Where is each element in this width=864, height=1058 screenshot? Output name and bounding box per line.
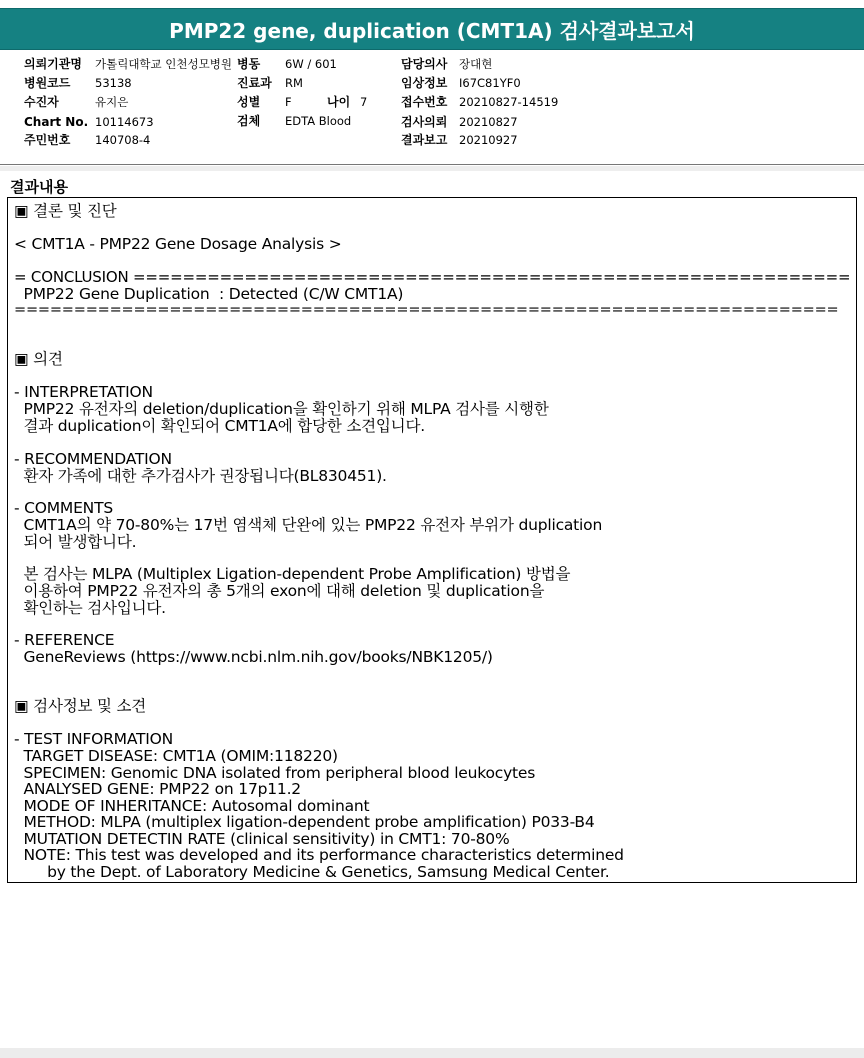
label-accession-number: 접수번호 (401, 95, 448, 109)
label-age: 나이 (327, 95, 351, 109)
interpretation-label: - INTERPRETATION (14, 383, 153, 401)
value-specimen: EDTA Blood (285, 114, 352, 128)
recommendation-line: 환자 가족에 대한 추가검사가 권장됩니다(BL830451). (14, 467, 387, 485)
label-attending-doctor: 담당의사 (401, 57, 448, 71)
results-section-title: 결과내용 (10, 178, 68, 196)
specimen-info: SPECIMEN: Genomic DNA isolated from peripheral blood leukocytes (14, 764, 536, 782)
interpretation-line-2: 결과 duplication이 확인되어 CMT1A에 합당한 소견입니다. (14, 417, 425, 435)
value-ward: 6W / 601 (285, 57, 337, 71)
method-info: METHOD: MLPA (multiplex ligation-dependent probe amplification) P033-B4 (14, 813, 595, 831)
value-age: 7 (360, 95, 368, 109)
result-content-box (7, 197, 857, 883)
reference-label: - REFERENCE (14, 631, 115, 649)
value-sex: F (285, 95, 292, 109)
header-divider (0, 164, 864, 165)
label-chart-no: Chart No. (24, 115, 89, 129)
label-clinical-info: 임상정보 (401, 76, 448, 90)
conclusion-rule-top: = CONCLUSION ========================================================== (14, 268, 851, 286)
analysed-gene: ANALYSED GENE: PMP22 on 17p11.2 (14, 780, 301, 798)
patient-info-header (0, 48, 864, 164)
comments-line-2: 되어 발생합니다. (14, 533, 137, 551)
label-ward: 병동 (237, 57, 261, 71)
value-request-date: 20210827 (459, 115, 518, 129)
label-resident-number: 주민번호 (24, 133, 71, 147)
recommendation-label: - RECOMMENDATION (14, 450, 172, 468)
comments-line-4: 이용하여 PMP22 유전자의 총 5개의 exon에 대해 deletion 및 duplication을 (14, 582, 545, 600)
test-info-label: - TEST INFORMATION (14, 730, 174, 748)
comments-line-1: CMT1A의 약 70-80%는 17번 염색체 단완에 있는 PMP22 유전자 부위가 duplication (14, 516, 603, 534)
report-title: PMP22 gene, duplication (CMT1A) 검사결과보고서 (0, 8, 864, 50)
label-report-date: 결과보고 (401, 133, 448, 147)
value-chart-no: 10114673 (95, 115, 154, 129)
label-requesting-institution: 의뢰기관명 (24, 57, 82, 71)
label-department: 진료과 (237, 76, 272, 90)
label-specimen: 검체 (237, 114, 261, 128)
note-line-2: by the Dept. of Laboratory Medicine & Genetics, Samsung Medical Center. (14, 863, 610, 881)
heading-test-info: ▣ 검사정보 및 소견 (14, 697, 147, 715)
comments-line-3: 본 검사는 MLPA (Multiplex Ligation-dependent Probe Amplification) 방법을 (14, 565, 571, 583)
header-divider-band (0, 166, 864, 171)
value-hospital-code: 53138 (95, 76, 132, 90)
conclusion-result: PMP22 Gene Duplication : Detected (C/W CMT1A) (14, 285, 404, 303)
heading-conclusion-diagnosis: ▣ 결론 및 진단 (14, 202, 117, 220)
comments-label: - COMMENTS (14, 499, 113, 517)
detection-rate: MUTATION DETECTIN RATE (clinical sensitivity) in CMT1: 70-80% (14, 830, 510, 848)
heading-opinion: ▣ 의견 (14, 350, 63, 368)
value-accession-number: 20210827-14519 (459, 95, 559, 109)
mode-of-inheritance: MODE OF INHERITANCE: Autosomal dominant (14, 797, 370, 815)
value-requesting-institution: 가톨릭대학교 인천성모병원 (95, 57, 232, 71)
value-department: RM (285, 76, 303, 90)
comments-line-5: 확인하는 검사입니다. (14, 599, 166, 617)
value-resident-number: 140708-4 (95, 133, 151, 147)
label-request-date: 검사의뢰 (401, 115, 448, 129)
note-line-1: NOTE: This test was developed and its performance characteristics determined (14, 846, 624, 864)
value-attending-doctor: 장대현 (459, 57, 493, 71)
label-patient-name: 수진자 (24, 95, 59, 109)
conclusion-rule-bottom: ===================================================================== (14, 302, 839, 318)
analysis-title: < CMT1A - PMP22 Gene Dosage Analysis > (14, 235, 342, 253)
bottom-scroll-strip (0, 1048, 864, 1058)
label-hospital-code: 병원코드 (24, 76, 71, 90)
label-sex: 성별 (237, 95, 261, 109)
interpretation-line-1: PMP22 유전자의 deletion/duplication을 확인하기 위해 MLPA 검사를 시행한 (14, 400, 549, 418)
target-disease: TARGET DISEASE: CMT1A (OMIM:118220) (14, 747, 338, 765)
value-report-date: 20210927 (459, 133, 518, 147)
reference-link: GeneReviews (https://www.ncbi.nlm.nih.gov/books/NBK1205/) (14, 648, 493, 666)
value-patient-name: 유지은 (95, 95, 129, 109)
value-clinical-info: I67C81YF0 (459, 76, 521, 90)
